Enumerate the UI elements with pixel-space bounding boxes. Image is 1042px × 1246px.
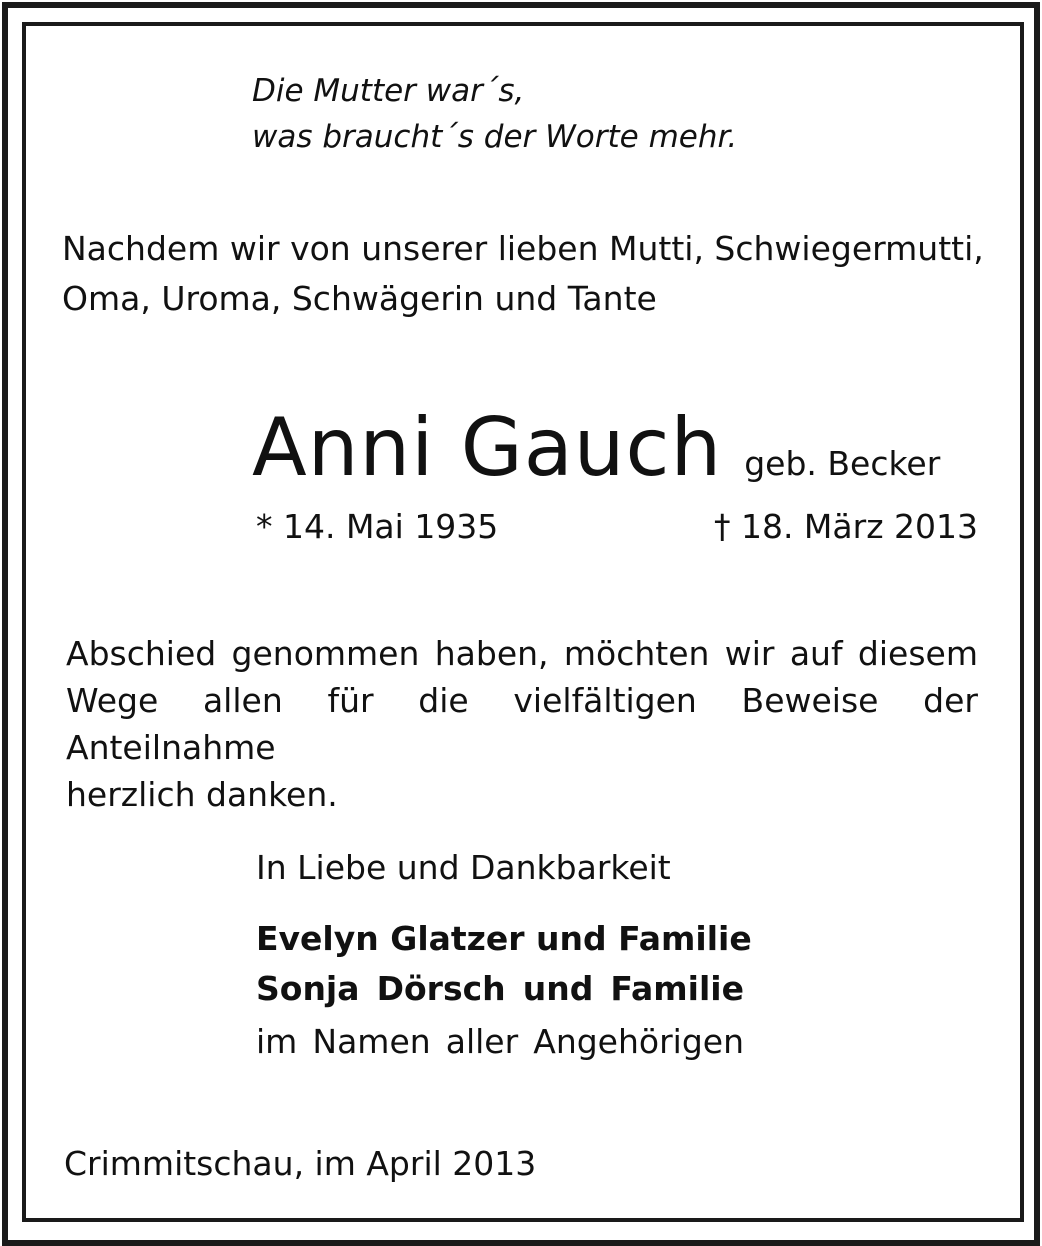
motto <box>252 68 737 160</box>
intro-text <box>62 224 984 324</box>
deceased-name: Anni Gauch <box>252 401 723 494</box>
thanks-text <box>66 630 978 818</box>
motto-line-2: was braucht´s der Worte mehr. <box>252 119 738 155</box>
thanks-line-2: Wege allen für die vielfältigen Beweise der Anteilnahme <box>66 681 978 767</box>
thanks-line-1: Abschied genommen haben, möchten wir auf diesem <box>66 634 978 673</box>
birth-name: geb. Becker <box>744 444 941 483</box>
family-signatures <box>256 914 752 1014</box>
place-date: Crimmitschau, im April 2013 <box>64 1144 537 1183</box>
birth-date: * 14. Mai 1935 <box>256 507 499 546</box>
family-line-2: Sonja Dörsch und Familie <box>256 969 744 1008</box>
intro-line-2: Oma, Uroma, Schwägerin und Tante <box>62 279 657 318</box>
intro-line-1: Nachdem wir von unserer lieben Mutti, Schwiegermutti, <box>62 229 984 268</box>
death-date: † 18. März 2013 <box>713 507 978 546</box>
motto-line-1: Die Mutter war´s, <box>252 73 525 109</box>
relatives-note: im Namen aller Angehörigen <box>256 1022 744 1061</box>
family-line-1: Evelyn Glatzer und Familie <box>256 919 752 958</box>
thanks-line-3: herzlich danken. <box>66 775 338 814</box>
closing-phrase: In Liebe und Dankbarkeit <box>256 848 671 887</box>
